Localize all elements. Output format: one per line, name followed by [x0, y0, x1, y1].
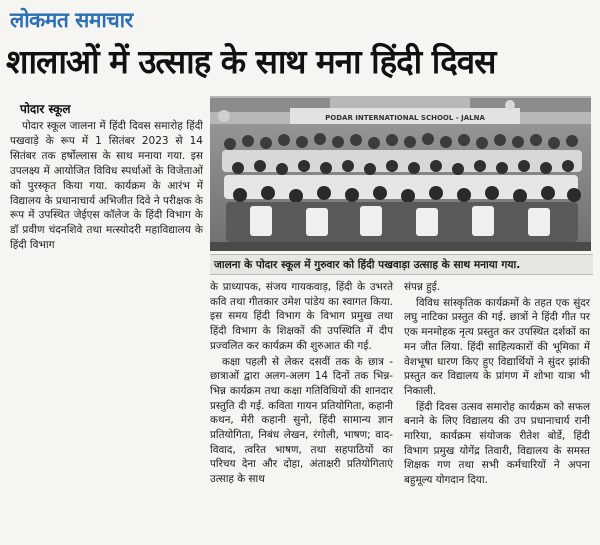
middle-paragraph-1: के प्राध्यापक, संजय गायकवाड़, हिंदी के उभरते कवि तथा गीतकार उमेश पांडेय का स्वागत किया. इस समय हिंदी विभाग के विभाग प्रमुख तथा हिंदी विभाग के शिक्षकों की उपस्थिति में दीप प्रज्वलित कर कार्यक्रम की शुरुआत की गई.: [210, 281, 393, 352]
right-paragraph-3: हिंदी दिवस उत्सव समारोह कार्यक्रम को सफल बनाने के लिए विद्यालय की उप प्रधानाचार्य रानी मारिया, कार्यक्रम संयोजक रीतेश बोर्डे, हिंदी विभाग प्रमुख योगेंद्र तिवारी, विद्यालय के समस्त शिक्षक गण तथा सभी कर्मचारियों ने अपना बहुमूल्य योगदान दिया.: [404, 400, 590, 487]
newspaper-masthead: लोकमत समाचार: [10, 8, 133, 32]
school-banner-text: PODAR INTERNATIONAL SCHOOL - JALNA: [325, 114, 485, 122]
byline: पोदार स्कूल: [20, 102, 71, 116]
right-paragraph-1: संपन्न हुई.: [404, 281, 441, 293]
left-paragraph: पोदार स्कूल जालना में हिंदी दिवस समारोह हिंदी पखवाड़े के रूप में 1 सितंबर 2023 से 14 सितंबर तक हर्षोल्लास के साथ मनाया गया. इस उपलक्ष्य में आयोजित विविध स्पर्धाओं के विजेताओं को पुरस्कृत किया गया. कार्यक्रम के आरंभ में विद्यालय के प्रधानाचार्य अभिजीत दिवे ने परीक्षक के रूप में उपस्थित जेईएस कॉलेज के हिंदी विभाग के डॉ प्रवीण चंदनशिवे तथा मत्स्योदरी महाविद्यालय के हिंदी विभाग: [10, 120, 203, 252]
group-photo: [210, 96, 591, 251]
article-headline: शालाओं में उत्साह के साथ मना हिंदी दिवस: [6, 42, 496, 81]
photo-caption: जालना के पोदार स्कूल में गुरुवार को हिंदी पखवाड़ा उत्साह के साथ मनाया गया.: [210, 254, 593, 275]
right-paragraph-2: विविध सांस्कृतिक कार्यक्रमों के तहत एक सुंदर लघु नाटिका प्रस्तुत की गई. छात्रों ने हिंदी गीत पर एक मनमोहक नृत्य प्रस्तुत कर उपस्थित दर्शकों का मन जीत लिया. हिंदी साहित्यकारों की भूमिका में वेशभूषा धारण किए हुए विद्यार्थियों ने सुंदर झांकी प्रस्तुत कर विद्यालय के प्रांगण में शोभा यात्रा भी निकाली.: [404, 296, 590, 397]
middle-column: [210, 280, 393, 487]
middle-paragraph-2: कक्षा पहली से लेकर दसवीं तक के छात्र - छात्राओं द्वारा अलग-अलग 14 दिनों तक भिन्न-भिन्न कार्यक्रम तथा कक्षा गतिविधियों की शानदार प्रस्तुति दी गई. कविता गायन प्रतियोगिता, कहानी कथन, मेरी कहानी सुनो, हिंदी सामान्य ज्ञान प्रतियोगिता, निबंध लेखन, रंगोली, भाषण; वाद-विवाद, त्वरित भाषण, तथा सहपाठियों का परिचय देना और दोहा, अंताक्षरी प्रतियोगिताएं उत्साह के साथ: [210, 355, 393, 486]
left-column: [10, 100, 203, 253]
right-column: [404, 280, 590, 488]
